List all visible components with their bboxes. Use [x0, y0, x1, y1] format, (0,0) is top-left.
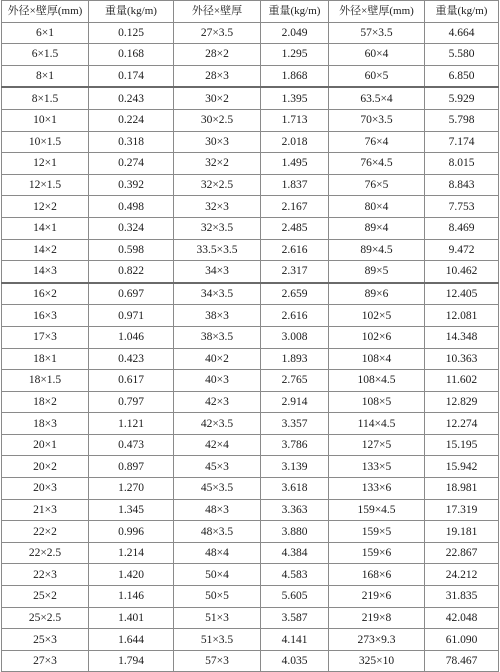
- weight-cell: 1.495: [261, 153, 329, 175]
- weight-cell: 78.467: [425, 650, 499, 672]
- size-cell: 18×2: [2, 391, 89, 413]
- weight-cell: 1.046: [89, 326, 174, 348]
- table-row: [2, 153, 499, 175]
- size-cell: 133×5: [329, 456, 425, 478]
- weight-cell: 2.616: [261, 239, 329, 261]
- size-cell: 25×2: [2, 586, 89, 608]
- size-cell: 8×1: [2, 65, 89, 87]
- size-cell: 89×5: [329, 261, 425, 283]
- weight-cell: 2.659: [261, 283, 329, 305]
- weight-cell: 0.224: [89, 109, 174, 131]
- table-row: [2, 305, 499, 327]
- weight-cell: 3.008: [261, 326, 329, 348]
- table-row: [2, 586, 499, 608]
- size-cell: 89×4.5: [329, 239, 425, 261]
- table-row: [2, 413, 499, 435]
- size-cell: 76×4: [329, 131, 425, 153]
- header-cell: 外径×壁厚(mm): [329, 1, 425, 23]
- size-cell: 108×4: [329, 348, 425, 370]
- weight-cell: 1.713: [261, 109, 329, 131]
- weight-cell: 1.395: [261, 87, 329, 109]
- weight-cell: 3.618: [261, 478, 329, 500]
- weight-cell: 0.697: [89, 283, 174, 305]
- size-cell: 32×3: [174, 196, 261, 218]
- size-cell: 42×3.5: [174, 413, 261, 435]
- size-cell: 127×5: [329, 434, 425, 456]
- weight-cell: 0.897: [89, 456, 174, 478]
- size-cell: 45×3.5: [174, 478, 261, 500]
- table-row: [2, 326, 499, 348]
- size-cell: 108×5: [329, 391, 425, 413]
- table-row: [2, 521, 499, 543]
- weight-cell: 42.048: [425, 607, 499, 629]
- size-cell: 14×3: [2, 261, 89, 283]
- table-row: [2, 370, 499, 392]
- weight-cell: 1.868: [261, 65, 329, 87]
- table-row: [2, 629, 499, 651]
- weight-cell: 0.392: [89, 174, 174, 196]
- size-cell: 40×2: [174, 348, 261, 370]
- size-cell: 16×3: [2, 305, 89, 327]
- size-cell: 8×1.5: [2, 87, 89, 109]
- size-cell: 50×5: [174, 586, 261, 608]
- weight-cell: 5.605: [261, 586, 329, 608]
- weight-cell: 1.837: [261, 174, 329, 196]
- size-cell: 219×8: [329, 607, 425, 629]
- weight-cell: 4.035: [261, 650, 329, 672]
- size-cell: 12×1.5: [2, 174, 89, 196]
- size-cell: 108×4.5: [329, 370, 425, 392]
- size-cell: 25×2.5: [2, 607, 89, 629]
- size-cell: 30×2.5: [174, 109, 261, 131]
- weight-cell: 8.843: [425, 174, 499, 196]
- weight-cell: 24.212: [425, 564, 499, 586]
- size-cell: 6×1: [2, 22, 89, 44]
- weight-cell: 7.174: [425, 131, 499, 153]
- weight-cell: 0.598: [89, 239, 174, 261]
- table-row: [2, 456, 499, 478]
- weight-cell: 3.880: [261, 521, 329, 543]
- weight-cell: 2.317: [261, 261, 329, 283]
- size-cell: 34×3.5: [174, 283, 261, 305]
- weight-cell: 3.587: [261, 607, 329, 629]
- size-cell: 14×2: [2, 239, 89, 261]
- header-cell: 重量(kg/m): [261, 1, 329, 23]
- size-cell: 80×4: [329, 196, 425, 218]
- size-cell: 22×2: [2, 521, 89, 543]
- weight-cell: 0.168: [89, 44, 174, 66]
- weight-cell: 4.384: [261, 542, 329, 564]
- weight-cell: 2.018: [261, 131, 329, 153]
- size-cell: 16×2: [2, 283, 89, 305]
- weight-cell: 3.357: [261, 413, 329, 435]
- size-cell: 32×3.5: [174, 217, 261, 239]
- weight-cell: 2.765: [261, 370, 329, 392]
- size-cell: 219×6: [329, 586, 425, 608]
- weight-cell: 12.405: [425, 283, 499, 305]
- size-cell: 12×2: [2, 196, 89, 218]
- header-cell: 外径×壁厚(mm): [2, 1, 89, 23]
- pipe-weight-table: [1, 0, 499, 672]
- weight-cell: 1.794: [89, 650, 174, 672]
- table-row: [2, 434, 499, 456]
- weight-cell: 1.401: [89, 607, 174, 629]
- size-cell: 30×2: [174, 87, 261, 109]
- size-cell: 30×3: [174, 131, 261, 153]
- size-cell: 6×1.5: [2, 44, 89, 66]
- size-cell: 34×3: [174, 261, 261, 283]
- size-cell: 40×3: [174, 370, 261, 392]
- size-cell: 60×5: [329, 65, 425, 87]
- weight-cell: 4.664: [425, 22, 499, 44]
- weight-cell: 8.469: [425, 217, 499, 239]
- size-cell: 27×3: [2, 650, 89, 672]
- size-cell: 18×3: [2, 413, 89, 435]
- weight-cell: 1.146: [89, 586, 174, 608]
- weight-cell: 61.090: [425, 629, 499, 651]
- table-row: [2, 217, 499, 239]
- header-cell: 重量(kg/m): [89, 1, 174, 23]
- size-cell: 168×6: [329, 564, 425, 586]
- header-row: [2, 1, 499, 23]
- size-cell: 32×2: [174, 153, 261, 175]
- size-cell: 27×3.5: [174, 22, 261, 44]
- weight-cell: 10.462: [425, 261, 499, 283]
- weight-cell: 0.125: [89, 22, 174, 44]
- weight-cell: 5.929: [425, 87, 499, 109]
- size-cell: 18×1: [2, 348, 89, 370]
- size-cell: 51×3.5: [174, 629, 261, 651]
- size-cell: 22×3: [2, 564, 89, 586]
- weight-cell: 0.274: [89, 153, 174, 175]
- header-cell: 重量(kg/m): [425, 1, 499, 23]
- size-cell: 28×2: [174, 44, 261, 66]
- size-cell: 57×3: [174, 650, 261, 672]
- weight-cell: 0.423: [89, 348, 174, 370]
- weight-cell: 11.602: [425, 370, 499, 392]
- weight-cell: 3.139: [261, 456, 329, 478]
- weight-cell: 6.850: [425, 65, 499, 87]
- weight-cell: 5.798: [425, 109, 499, 131]
- weight-cell: 0.797: [89, 391, 174, 413]
- table-row: [2, 607, 499, 629]
- size-cell: 48×3.5: [174, 521, 261, 543]
- weight-cell: 2.616: [261, 305, 329, 327]
- size-cell: 60×4: [329, 44, 425, 66]
- table-row: [2, 542, 499, 564]
- size-cell: 22×2.5: [2, 542, 89, 564]
- size-cell: 57×3.5: [329, 22, 425, 44]
- table-row: [2, 391, 499, 413]
- weight-cell: 0.473: [89, 434, 174, 456]
- table-row: [2, 478, 499, 500]
- weight-cell: 19.181: [425, 521, 499, 543]
- table-row: [2, 22, 499, 44]
- size-cell: 114×4.5: [329, 413, 425, 435]
- weight-cell: 0.617: [89, 370, 174, 392]
- table-row: [2, 348, 499, 370]
- weight-cell: 3.786: [261, 434, 329, 456]
- weight-cell: 12.829: [425, 391, 499, 413]
- weight-cell: 2.914: [261, 391, 329, 413]
- size-cell: 133×6: [329, 478, 425, 500]
- weight-cell: 15.195: [425, 434, 499, 456]
- table-row: [2, 239, 499, 261]
- size-cell: 76×5: [329, 174, 425, 196]
- weight-cell: 2.167: [261, 196, 329, 218]
- size-cell: 12×1: [2, 153, 89, 175]
- weight-cell: 0.498: [89, 196, 174, 218]
- weight-cell: 4.583: [261, 564, 329, 586]
- size-cell: 38×3: [174, 305, 261, 327]
- table-row: [2, 109, 499, 131]
- table-row: [2, 44, 499, 66]
- size-cell: 10×1.5: [2, 131, 89, 153]
- table-row: [2, 65, 499, 87]
- table-row: [2, 87, 499, 109]
- size-cell: 20×2: [2, 456, 89, 478]
- table-row: [2, 261, 499, 283]
- weight-cell: 12.081: [425, 305, 499, 327]
- size-cell: 28×3: [174, 65, 261, 87]
- weight-cell: 7.753: [425, 196, 499, 218]
- weight-cell: 22.867: [425, 542, 499, 564]
- weight-cell: 1.893: [261, 348, 329, 370]
- size-cell: 325×10: [329, 650, 425, 672]
- size-cell: 32×2.5: [174, 174, 261, 196]
- size-cell: 89×6: [329, 283, 425, 305]
- weight-cell: 1.214: [89, 542, 174, 564]
- size-cell: 76×4.5: [329, 153, 425, 175]
- size-cell: 17×3: [2, 326, 89, 348]
- size-cell: 51×3: [174, 607, 261, 629]
- weight-cell: 1.644: [89, 629, 174, 651]
- table-row: [2, 499, 499, 521]
- weight-cell: 1.121: [89, 413, 174, 435]
- weight-cell: 8.015: [425, 153, 499, 175]
- weight-cell: 4.141: [261, 629, 329, 651]
- weight-cell: 2.049: [261, 22, 329, 44]
- size-cell: 21×3: [2, 499, 89, 521]
- weight-cell: 31.835: [425, 586, 499, 608]
- size-cell: 42×3: [174, 391, 261, 413]
- table-row: [2, 174, 499, 196]
- size-cell: 159×5: [329, 521, 425, 543]
- size-cell: 102×6: [329, 326, 425, 348]
- size-cell: 25×3: [2, 629, 89, 651]
- size-cell: 70×3.5: [329, 109, 425, 131]
- size-cell: 18×1.5: [2, 370, 89, 392]
- size-cell: 50×4: [174, 564, 261, 586]
- weight-cell: 18.981: [425, 478, 499, 500]
- weight-cell: 1.420: [89, 564, 174, 586]
- size-cell: 159×6: [329, 542, 425, 564]
- weight-cell: 0.324: [89, 217, 174, 239]
- size-cell: 33.5×3.5: [174, 239, 261, 261]
- size-cell: 89×4: [329, 217, 425, 239]
- size-cell: 159×4.5: [329, 499, 425, 521]
- size-cell: 14×1: [2, 217, 89, 239]
- weight-cell: 0.971: [89, 305, 174, 327]
- size-cell: 273×9.3: [329, 629, 425, 651]
- size-cell: 48×3: [174, 499, 261, 521]
- size-cell: 42×4: [174, 434, 261, 456]
- weight-cell: 14.348: [425, 326, 499, 348]
- size-cell: 20×3: [2, 478, 89, 500]
- weight-cell: 1.270: [89, 478, 174, 500]
- table-row: [2, 131, 499, 153]
- size-cell: 38×3.5: [174, 326, 261, 348]
- header-cell: 外径×壁厚: [174, 1, 261, 23]
- weight-cell: 1.345: [89, 499, 174, 521]
- size-cell: 48×4: [174, 542, 261, 564]
- size-cell: 63.5×4: [329, 87, 425, 109]
- weight-cell: 10.363: [425, 348, 499, 370]
- weight-cell: 2.485: [261, 217, 329, 239]
- weight-cell: 12.274: [425, 413, 499, 435]
- size-cell: 10×1: [2, 109, 89, 131]
- size-cell: 45×3: [174, 456, 261, 478]
- table-row: [2, 283, 499, 305]
- weight-cell: 0.318: [89, 131, 174, 153]
- weight-cell: 1.295: [261, 44, 329, 66]
- weight-cell: 0.174: [89, 65, 174, 87]
- size-cell: 102×5: [329, 305, 425, 327]
- size-cell: 20×1: [2, 434, 89, 456]
- table-body: [2, 22, 499, 672]
- weight-cell: 17.319: [425, 499, 499, 521]
- table-row: [2, 564, 499, 586]
- weight-cell: 9.472: [425, 239, 499, 261]
- weight-cell: 5.580: [425, 44, 499, 66]
- table-row: [2, 196, 499, 218]
- weight-cell: 3.363: [261, 499, 329, 521]
- weight-cell: 0.822: [89, 261, 174, 283]
- weight-cell: 0.243: [89, 87, 174, 109]
- weight-cell: 15.942: [425, 456, 499, 478]
- weight-cell: 0.996: [89, 521, 174, 543]
